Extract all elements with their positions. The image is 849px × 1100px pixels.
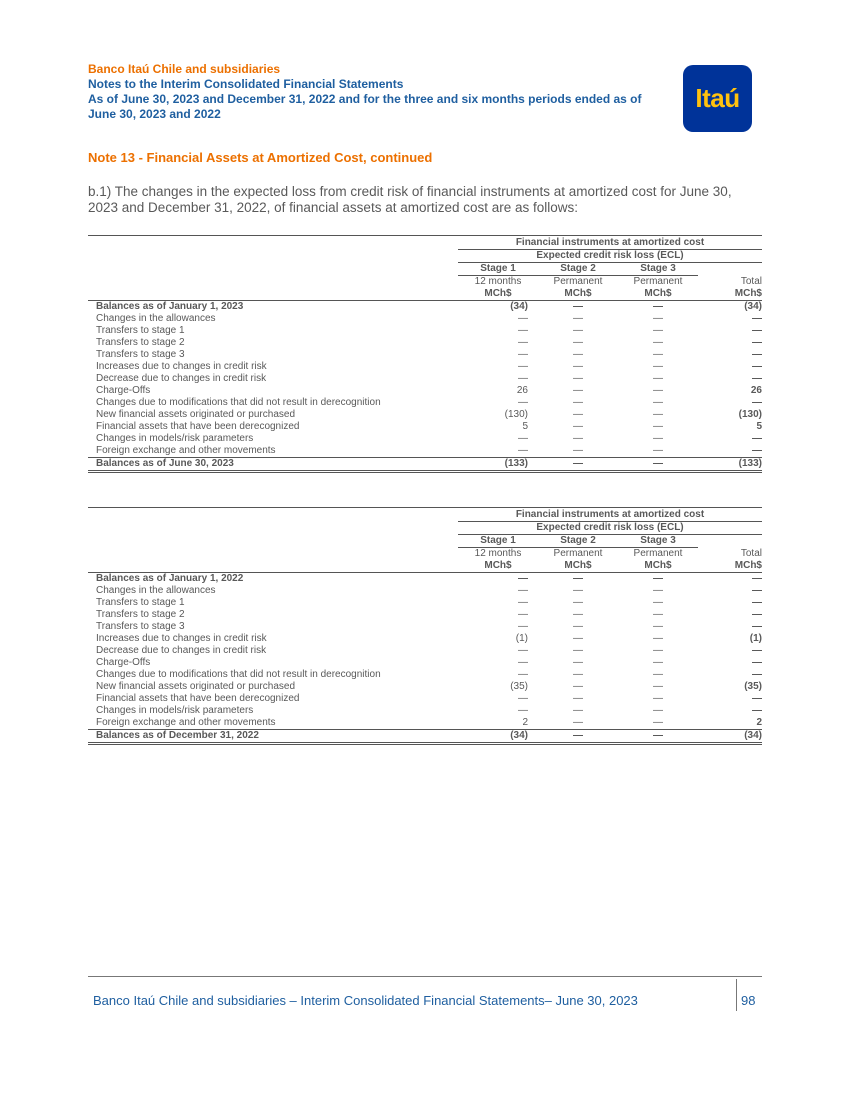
row-label: Changes due to modifications that did not result in derecognition — [96, 669, 381, 680]
stage3-value: — — [653, 337, 663, 348]
stage1-value: (133) — [458, 458, 538, 472]
table-row — [88, 445, 762, 458]
stage1-value: 26 — [516, 385, 528, 396]
row-label: Changes in the allowances — [96, 313, 216, 324]
total-value: — — [752, 609, 762, 620]
stage2-value: — — [538, 730, 618, 744]
stage3-value: — — [653, 609, 663, 620]
unit-label: MCh$ — [698, 288, 762, 301]
units-row — [88, 288, 762, 301]
row-label: Transfers to stage 1 — [96, 597, 185, 608]
stage1-value: — — [518, 337, 528, 348]
subgroup-header: Expected credit risk loss (ECL) — [458, 250, 762, 263]
row-label: Changes in models/risk parameters — [96, 705, 254, 716]
stage1-value: — — [518, 313, 528, 324]
stage3-value: — — [653, 433, 663, 444]
row-label: Transfers to stage 2 — [96, 337, 185, 348]
stage3-value: — — [653, 669, 663, 680]
table-row — [88, 645, 762, 657]
total-value: (34) — [698, 730, 762, 744]
stage2-value: — — [573, 633, 583, 644]
header-line-2: As of June 30, 2023 and December 31, 2022 and for the three and six months periods ended as of — [88, 92, 642, 106]
table-row — [88, 385, 762, 397]
stage3-value: — — [653, 409, 663, 420]
logo-text: Itaú — [695, 83, 740, 113]
stage1-value: 2 — [522, 717, 528, 728]
stage2-value: — — [573, 325, 583, 336]
total-value: — — [752, 445, 762, 456]
table-row — [88, 609, 762, 621]
stage2-value: — — [573, 717, 583, 728]
stage1-value: — — [518, 693, 528, 704]
table-row — [88, 669, 762, 681]
group-header: Financial instruments at amortized cost — [458, 237, 762, 250]
total-value: — — [752, 621, 762, 632]
closing-balance-row — [88, 458, 762, 472]
stage2-value: — — [573, 385, 583, 396]
stage2-value: — — [573, 361, 583, 372]
stage2-value: — — [573, 397, 583, 408]
stage1-horizon: 12 months — [474, 276, 522, 287]
table-row — [88, 421, 762, 433]
header-row-group — [88, 237, 762, 250]
total-value: 2 — [756, 717, 762, 728]
total-value: — — [752, 573, 762, 584]
stage1-value: — — [518, 597, 528, 608]
unit-label: MCh$ — [538, 288, 618, 301]
table-row — [88, 585, 762, 597]
row-label: Charge-Offs — [96, 385, 151, 396]
total-value: — — [752, 361, 762, 372]
stage3-value: — — [653, 693, 663, 704]
stage1-value: — — [518, 325, 528, 336]
row-label: Changes in the allowances — [96, 585, 216, 596]
stage2-value: — — [573, 421, 583, 432]
unit-label: MCh$ — [698, 560, 762, 573]
row-label: Transfers to stage 1 — [96, 325, 185, 336]
stage1-value: — — [518, 573, 528, 584]
stage2-value: — — [573, 301, 583, 312]
stage1-value: — — [518, 621, 528, 632]
total-value: — — [752, 585, 762, 596]
stage3-value: — — [653, 385, 663, 396]
stage3-value: — — [653, 397, 663, 408]
row-label: Transfers to stage 3 — [96, 621, 185, 632]
stage3-value: — — [618, 730, 698, 744]
row-label: Increases due to changes in credit risk — [96, 361, 267, 372]
stage1-value: — — [518, 705, 528, 716]
table-row — [88, 717, 762, 730]
stage3-value: — — [653, 645, 663, 656]
stage2-value: — — [573, 681, 583, 692]
stage2-horizon: Permanent — [553, 548, 603, 559]
unit-label: MCh$ — [458, 288, 538, 301]
stage3-value: — — [653, 585, 663, 596]
row-label: Balances as of December 31, 2022 — [88, 730, 458, 744]
row-label: Balances as of January 1, 2023 — [96, 301, 244, 312]
total-value: (130) — [738, 409, 762, 420]
row-label: Foreign exchange and other movements — [96, 445, 276, 456]
company-name: Banco Itaú Chile and subsidiaries — [88, 62, 281, 76]
table-row — [88, 621, 762, 633]
stage2-value: — — [573, 373, 583, 384]
total-header: Total — [740, 547, 762, 559]
stage3-value: — — [653, 633, 663, 644]
stage3-value: — — [653, 361, 663, 372]
ecl-table-2023 — [88, 235, 762, 473]
stage3-header: Stage 3 — [618, 263, 698, 276]
stage1-value: — — [518, 669, 528, 680]
stage2-value: — — [573, 445, 583, 456]
table-row — [88, 433, 762, 445]
stage2-value: — — [573, 585, 583, 596]
total-value: — — [752, 693, 762, 704]
stage3-value: — — [653, 313, 663, 324]
stage3-horizon: Permanent — [633, 548, 683, 559]
table-row — [88, 409, 762, 421]
stage2-value: — — [573, 645, 583, 656]
stage3-value: — — [653, 597, 663, 608]
stage1-value: — — [518, 397, 528, 408]
stage2-value: — — [573, 705, 583, 716]
stage2-value: — — [573, 433, 583, 444]
total-value: — — [752, 657, 762, 668]
stage1-header: Stage 1 — [458, 263, 538, 276]
total-value: 26 — [750, 385, 762, 396]
total-value: — — [752, 313, 762, 324]
stage1-value: (35) — [510, 681, 528, 692]
row-label: New financial assets originated or purchased — [96, 681, 295, 692]
units-row — [88, 560, 762, 573]
header-line-3: June 30, 2023 and 2022 — [88, 107, 221, 121]
header-row-stage — [88, 263, 762, 276]
stage1-value: (34) — [510, 301, 528, 312]
unit-label: MCh$ — [618, 288, 698, 301]
stage3-value: — — [618, 458, 698, 472]
page-number: 98 — [741, 993, 756, 1008]
closing-balance-row — [88, 730, 762, 744]
stage3-value: — — [653, 681, 663, 692]
stage1-horizon: 12 months — [474, 548, 522, 559]
total-value: (133) — [698, 458, 762, 472]
footer-separator — [736, 979, 737, 1011]
stage2-value: — — [573, 349, 583, 360]
row-label: New financial assets originated or purchased — [96, 409, 295, 420]
row-label: Balances as of January 1, 2022 — [96, 573, 244, 584]
row-label: Increases due to changes in credit risk — [96, 633, 267, 644]
row-label: Decrease due to changes in credit risk — [96, 645, 267, 656]
total-value: — — [752, 597, 762, 608]
total-value: — — [752, 705, 762, 716]
row-label: Decrease due to changes in credit risk — [96, 373, 267, 384]
stage1-value: — — [518, 373, 528, 384]
row-label: Charge-Offs — [96, 657, 151, 668]
total-value: 5 — [756, 421, 762, 432]
stage2-value: — — [573, 337, 583, 348]
stage2-value: — — [573, 693, 583, 704]
stage2-header: Stage 2 — [538, 263, 618, 276]
stage1-value: — — [518, 645, 528, 656]
stage3-horizon: Permanent — [633, 276, 683, 287]
header-row-horizon — [88, 276, 762, 289]
header-row-group — [88, 509, 762, 522]
unit-label: MCh$ — [538, 560, 618, 573]
opening-balance-row — [88, 573, 762, 586]
unit-label: MCh$ — [458, 560, 538, 573]
table-row — [88, 337, 762, 349]
table-row — [88, 325, 762, 337]
stage2-value: — — [573, 597, 583, 608]
total-value: — — [752, 397, 762, 408]
stage1-value: (34) — [458, 730, 538, 744]
table-row — [88, 397, 762, 409]
total-value: (34) — [744, 301, 762, 312]
row-label: Changes in models/risk parameters — [96, 433, 254, 444]
stage1-value: — — [518, 585, 528, 596]
header-row-subgroup — [88, 522, 762, 535]
stage3-value: — — [653, 573, 663, 584]
table-row — [88, 705, 762, 717]
stage2-value: — — [573, 657, 583, 668]
total-value: — — [752, 349, 762, 360]
header-line-1: Notes to the Interim Consolidated Financial Statements — [88, 77, 404, 91]
row-label: Transfers to stage 2 — [96, 609, 185, 620]
opening-balance-row — [88, 301, 762, 314]
document-header — [88, 62, 678, 122]
stage3-value: — — [653, 301, 663, 312]
total-header: Total — [740, 275, 762, 287]
stage3-value: — — [653, 705, 663, 716]
stage1-value: — — [518, 445, 528, 456]
table-row — [88, 693, 762, 705]
total-value: (35) — [744, 681, 762, 692]
stage3-header: Stage 3 — [618, 535, 698, 548]
table-row — [88, 361, 762, 373]
total-value: — — [752, 645, 762, 656]
stage3-value: — — [653, 349, 663, 360]
stage1-value: — — [518, 433, 528, 444]
table-row — [88, 313, 762, 325]
stage2-value: — — [573, 669, 583, 680]
table-row — [88, 373, 762, 385]
footer-rule — [88, 976, 762, 977]
footer-text: Banco Itaú Chile and subsidiaries – Interim Consolidated Financial Statements– June 30, 2023 — [93, 993, 638, 1008]
table-row — [88, 681, 762, 693]
stage2-value: — — [573, 609, 583, 620]
header-row-subgroup — [88, 250, 762, 263]
total-value: — — [752, 325, 762, 336]
stage1-value: — — [518, 361, 528, 372]
note-title: Note 13 - Financial Assets at Amortized Cost, continued — [88, 150, 433, 165]
table-row — [88, 597, 762, 609]
stage1-value: 5 — [522, 421, 528, 432]
stage1-value: — — [518, 609, 528, 620]
row-label: Financial assets that have been derecognized — [96, 421, 300, 432]
stage1-value: (1) — [515, 633, 528, 644]
stage3-value: — — [653, 657, 663, 668]
table-row — [88, 633, 762, 645]
total-value: — — [752, 433, 762, 444]
total-value: — — [752, 337, 762, 348]
stage2-value: — — [573, 409, 583, 420]
stage3-value: — — [653, 421, 663, 432]
stage3-value: — — [653, 445, 663, 456]
header-row-horizon — [88, 548, 762, 561]
stage3-value: — — [653, 373, 663, 384]
stage3-value: — — [653, 325, 663, 336]
subgroup-header: Expected credit risk loss (ECL) — [458, 522, 762, 535]
stage2-value: — — [538, 458, 618, 472]
stage3-value: — — [653, 621, 663, 632]
header-row-stage — [88, 535, 762, 548]
stage2-horizon: Permanent — [553, 276, 603, 287]
stage2-value: — — [573, 313, 583, 324]
row-label: Transfers to stage 3 — [96, 349, 185, 360]
stage1-value: — — [518, 349, 528, 360]
row-label: Foreign exchange and other movements — [96, 717, 276, 728]
stage2-header: Stage 2 — [538, 535, 618, 548]
stage1-value: — — [518, 657, 528, 668]
stage1-value: (130) — [504, 409, 528, 420]
table-row — [88, 349, 762, 361]
row-label: Changes due to modifications that did not result in derecognition — [96, 397, 381, 408]
table-row — [88, 657, 762, 669]
unit-label: MCh$ — [618, 560, 698, 573]
group-header: Financial instruments at amortized cost — [458, 509, 762, 522]
stage2-value: — — [573, 621, 583, 632]
itau-logo — [683, 65, 752, 132]
total-value: — — [752, 669, 762, 680]
row-label: Financial assets that have been derecognized — [96, 693, 300, 704]
stage2-value: — — [573, 573, 583, 584]
stage1-header: Stage 1 — [458, 535, 538, 548]
intro-paragraph: b.1) The changes in the expected loss from credit risk of financial instruments at amortized cost for June 30, 2023 and December 31, 2022, of financial assets at amortized cost are as follows: — [88, 184, 732, 215]
total-value: — — [752, 373, 762, 384]
stage3-value: — — [653, 717, 663, 728]
ecl-table-2022 — [88, 507, 762, 745]
row-label: Balances as of June 30, 2023 — [88, 458, 458, 472]
total-value: (1) — [749, 633, 762, 644]
